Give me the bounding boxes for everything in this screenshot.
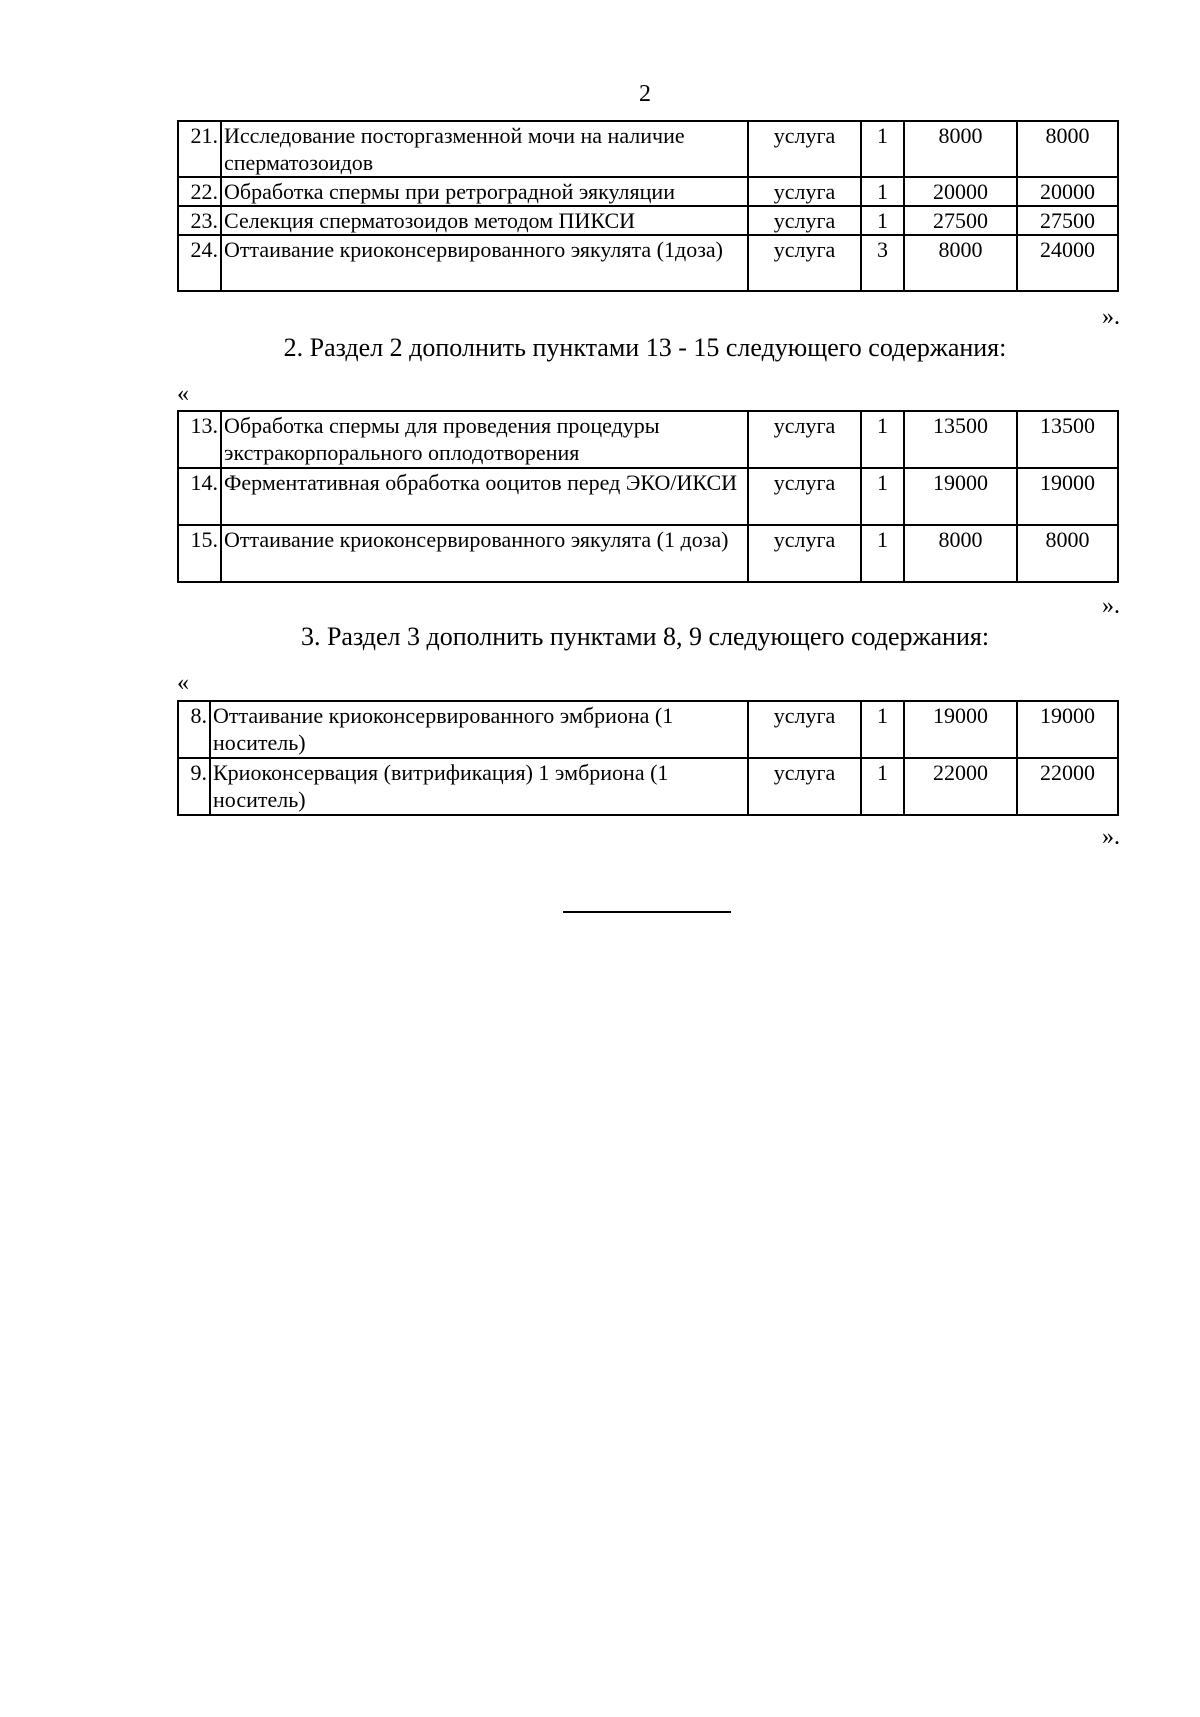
row-number: 22. xyxy=(178,177,221,206)
service-quantity: 1 xyxy=(861,701,904,758)
service-unit: услуга xyxy=(748,701,861,758)
opening-quote: « xyxy=(177,670,189,696)
service-total: 8000 xyxy=(1017,525,1118,582)
service-price: 8000 xyxy=(904,525,1017,582)
table-row xyxy=(178,758,1118,815)
service-price: 8000 xyxy=(904,121,1017,177)
service-name: Ферментативная обработка ооцитов перед ЭКО/ИКСИ xyxy=(221,468,748,525)
table-row xyxy=(178,121,1118,177)
service-price: 19000 xyxy=(904,701,1017,758)
table-row xyxy=(178,468,1118,525)
service-total: 19000 xyxy=(1017,468,1118,525)
service-total: 27500 xyxy=(1017,206,1118,235)
service-quantity: 1 xyxy=(861,758,904,815)
service-total: 8000 xyxy=(1017,121,1118,177)
services-table-section-3 xyxy=(177,700,1119,816)
service-quantity: 1 xyxy=(861,206,904,235)
end-of-document-rule xyxy=(563,911,731,913)
service-quantity: 1 xyxy=(861,177,904,206)
service-unit: услуга xyxy=(748,121,861,177)
row-number: 24. xyxy=(178,235,221,291)
closing-quote: ». xyxy=(1102,593,1120,619)
service-unit: услуга xyxy=(748,177,861,206)
service-quantity: 1 xyxy=(861,525,904,582)
service-price: 19000 xyxy=(904,468,1017,525)
table-row xyxy=(178,177,1118,206)
service-total: 13500 xyxy=(1017,411,1118,468)
row-number: 8. xyxy=(178,701,210,758)
services-table-section-2 xyxy=(177,410,1119,583)
service-name: Криоконсервация (витрификация) 1 эмбриона (1 носитель) xyxy=(210,758,748,815)
service-name: Оттаивание криоконсервированного эякулята (1доза) xyxy=(221,235,748,291)
service-name: Оттаивание криоконсервированного эмбриона (1 носитель) xyxy=(210,701,748,758)
row-number: 9. xyxy=(178,758,210,815)
service-quantity: 3 xyxy=(861,235,904,291)
service-total: 22000 xyxy=(1017,758,1118,815)
service-name: Селекция сперматозоидов методом ПИКСИ xyxy=(221,206,748,235)
service-unit: услуга xyxy=(748,235,861,291)
closing-quote: ». xyxy=(1102,824,1120,850)
table-row xyxy=(178,411,1118,468)
service-name: Оттаивание криоконсервированного эякулята (1 доза) xyxy=(221,525,748,582)
service-quantity: 1 xyxy=(861,411,904,468)
service-unit: услуга xyxy=(748,206,861,235)
page-number: 2 xyxy=(639,81,651,107)
row-number: 13. xyxy=(178,411,221,468)
row-number: 21. xyxy=(178,121,221,177)
table-row xyxy=(178,525,1118,582)
row-number: 23. xyxy=(178,206,221,235)
section-3-heading: 3. Раздел 3 дополнить пунктами 8, 9 следующего содержания: xyxy=(300,622,990,651)
service-unit: услуга xyxy=(748,468,861,525)
table-row xyxy=(178,701,1118,758)
service-total: 19000 xyxy=(1017,701,1118,758)
row-number: 14. xyxy=(178,468,221,525)
service-price: 20000 xyxy=(904,177,1017,206)
closing-quote: ». xyxy=(1102,304,1120,330)
service-unit: услуга xyxy=(748,758,861,815)
services-table-section-1 xyxy=(177,120,1119,292)
row-number: 15. xyxy=(178,525,221,582)
service-name: Обработка спермы при ретроградной эякуляции xyxy=(221,177,748,206)
service-price: 8000 xyxy=(904,235,1017,291)
section-2-heading: 2. Раздел 2 дополнить пунктами 13 - 15 следующего содержания: xyxy=(283,333,1007,362)
service-quantity: 1 xyxy=(861,121,904,177)
table-row xyxy=(178,206,1118,235)
service-name: Исследование посторгазменной мочи на наличие сперматозоидов xyxy=(221,121,748,177)
table-row xyxy=(178,235,1118,291)
service-unit: услуга xyxy=(748,411,861,468)
service-price: 22000 xyxy=(904,758,1017,815)
service-price: 27500 xyxy=(904,206,1017,235)
service-unit: услуга xyxy=(748,525,861,582)
service-price: 13500 xyxy=(904,411,1017,468)
service-name: Обработка спермы для проведения процедуры экстракорпорального оплодотворения xyxy=(221,411,748,468)
service-quantity: 1 xyxy=(861,468,904,525)
service-total: 24000 xyxy=(1017,235,1118,291)
service-total: 20000 xyxy=(1017,177,1118,206)
opening-quote: « xyxy=(177,381,189,407)
